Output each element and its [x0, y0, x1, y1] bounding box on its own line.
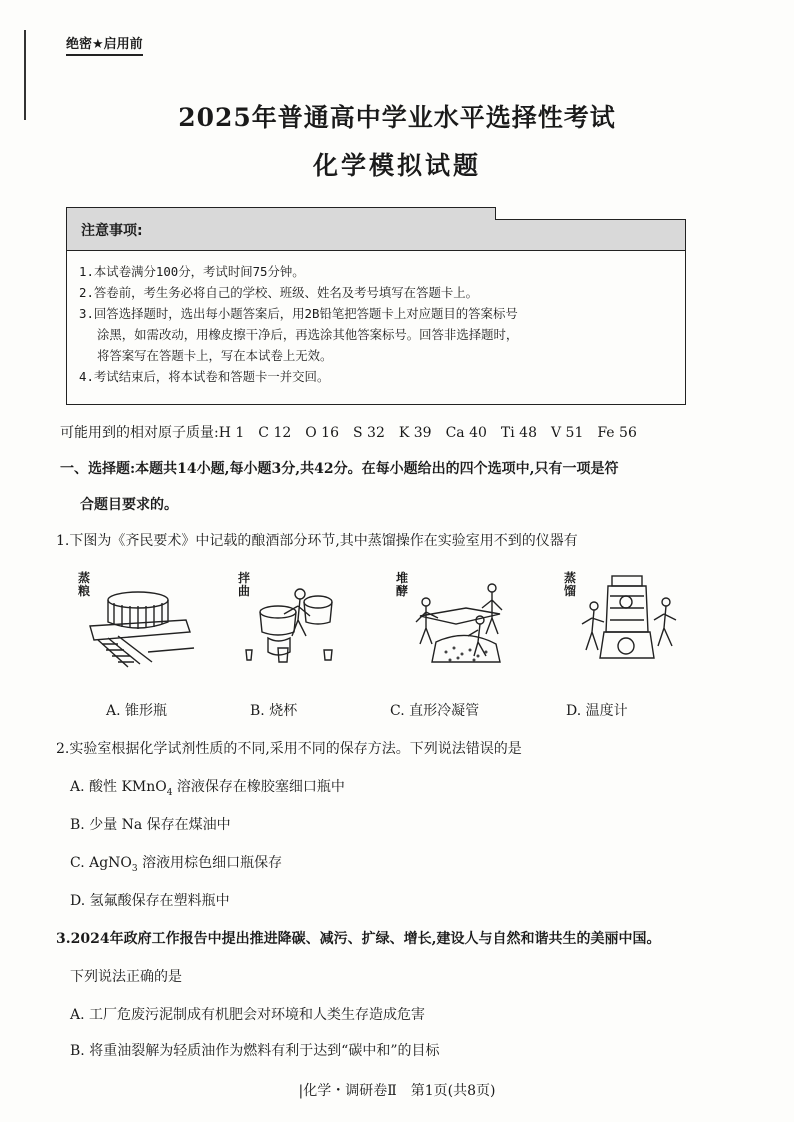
- notice-item: 将答案写在答题卡上，写在本试卷上无效。: [97, 348, 333, 363]
- illustration-distilling: [564, 572, 684, 672]
- illustration-label: 拌曲: [238, 571, 251, 598]
- notice-tab-decoration: [495, 207, 686, 220]
- q1-option-d: D. 温度计: [566, 703, 628, 719]
- notice-box: [66, 207, 686, 405]
- notice-list: [67, 251, 685, 387]
- q2-option-a: [70, 776, 345, 798]
- q2-option-c: [70, 852, 282, 874]
- notice-item: 涂黑，如需改动，用橡皮擦干净后，再选涂其他答案标号。回答非选择题时，: [97, 327, 519, 342]
- illustration-label: 堆酵: [396, 571, 409, 598]
- notice-title: 注意事项:: [81, 223, 143, 239]
- secret-label: 绝密★启用前: [66, 33, 143, 56]
- atomic-masses: 可能用到的相对原子质量:H 1 C 12 O 16 S 32 K 39 Ca 40 Ti 48 V 51 Fe 56: [60, 425, 637, 441]
- q3-option-b: B. 将重油裂解为轻质油作为燃料有利于达到“碳中和”的目标: [70, 1043, 440, 1059]
- notice-item: 2.答卷前，考生务必将自己的学校、班级、姓名及考号填写在答题卡上。: [79, 285, 479, 300]
- illustration-label: 蒸粮: [78, 571, 91, 598]
- section-heading-cont: 合题目要求的。: [80, 497, 178, 513]
- exam-title: 2025年普通高中学业水平选择性考试: [178, 103, 616, 132]
- q2-option-b: B. 少量 Na 保存在煤油中: [70, 817, 231, 833]
- exam-subtitle: 化学模拟试题: [312, 151, 481, 180]
- q1-option-c: C. 直形冷凝管: [390, 703, 480, 719]
- q2-option-a-pre: A. 酸性 KMnO: [70, 779, 167, 795]
- q3-option-a: A. 工厂危废污泥制成有机肥会对环境和人类生存造成危害: [70, 1007, 426, 1023]
- illustration-fermenting: [396, 572, 516, 672]
- illustration-mixing: [238, 572, 358, 672]
- q3-stem: 3.2024年政府工作报告中提出推进降碳、减污、扩绿、增长,建设人与自然和谐共生的美丽中国。: [56, 931, 661, 947]
- q2-option-c-sub: 3: [131, 863, 138, 874]
- q2-option-d: D. 氢氟酸保存在塑料瓶中: [70, 893, 230, 909]
- notice-header: [67, 208, 685, 251]
- notice-item: 1.本试卷满分100分，考试时间75分钟。: [79, 264, 305, 279]
- q1-option-b: B. 烧杯: [250, 703, 298, 719]
- q1-illustrations: [78, 572, 718, 682]
- mixing-vat-icon: [238, 572, 358, 672]
- q2-option-c-pre: C. AgNO: [70, 855, 132, 871]
- still-icon: [564, 572, 684, 672]
- notice-item: 3.回答选择题时，选出每小题答案后，用2B铅笔把答题卡上对应题目的答案标号: [79, 306, 518, 321]
- fermentation-pile-icon: [396, 572, 516, 672]
- q3-stem-cont: 下列说法正确的是: [70, 969, 182, 985]
- q2-option-a-post: 溶液保存在橡胶塞细口瓶中: [172, 779, 345, 795]
- q2-option-a-sub: 4: [166, 787, 173, 798]
- q1-option-a: A. 锥形瓶: [106, 703, 168, 719]
- q1-stem: 1.下图为《齐民要术》中记载的酿酒部分环节,其中蒸馏操作在实验室用不到的仪器有: [56, 533, 578, 549]
- q2-option-c-post: 溶液用棕色细口瓶保存: [137, 855, 283, 871]
- page-footer: |化学・调研卷Ⅱ 第1页(共8页): [298, 1083, 496, 1099]
- notice-item: 4.考试结束后，将本试卷和答题卡一并交回。: [79, 369, 330, 384]
- steamer-icon: [78, 572, 198, 672]
- illustration-label: 蒸馏: [564, 571, 577, 598]
- illustration-steaming: [78, 572, 198, 672]
- q2-stem: 2.实验室根据化学试剂性质的不同,采用不同的保存方法。下列说法错误的是: [56, 741, 522, 757]
- section-heading: 一、选择题:本题共14小题,每小题3分,共42分。在每小题给出的四个选项中,只有一项是符: [60, 461, 619, 477]
